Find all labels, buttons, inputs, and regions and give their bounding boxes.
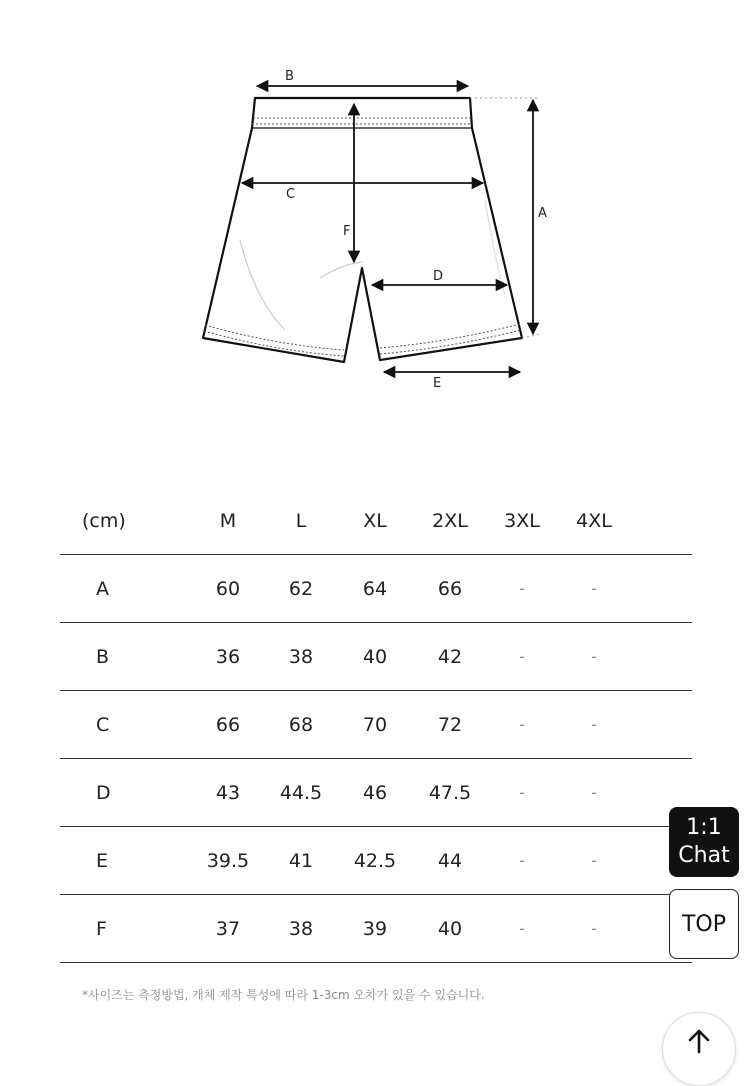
row-label: E (96, 849, 109, 872)
table-row (60, 895, 692, 963)
table-cell: - (519, 919, 525, 938)
row-label: A (96, 577, 109, 600)
table-cell: 37 (215, 917, 241, 940)
table-cell: 66 (215, 713, 241, 736)
scroll-up-button[interactable] (662, 1012, 736, 1086)
arrow-up-icon (685, 1027, 713, 1055)
table-cell: 60 (215, 577, 241, 600)
table-cell: 36 (215, 645, 241, 668)
dimension-label-a: A (538, 206, 547, 221)
row-label: D (96, 781, 111, 804)
table-cell: - (519, 783, 525, 802)
table-cell: 38 (288, 917, 314, 940)
table-cell: - (591, 919, 597, 938)
size-header-2xl: 2XL (432, 510, 468, 532)
table-cell: 40 (437, 917, 463, 940)
shorts-diagram-illustration (0, 0, 750, 420)
table-cell: - (519, 579, 525, 598)
table-cell: - (591, 579, 597, 598)
table-row (60, 555, 692, 623)
size-diagram (0, 0, 750, 420)
scroll-top-button[interactable]: TOP (669, 889, 739, 959)
size-table (60, 488, 692, 963)
row-label: B (96, 645, 110, 668)
one-on-one-chat-button[interactable] (669, 807, 739, 877)
table-cell: 44.5 (279, 781, 323, 804)
dimension-label-c: C (286, 187, 296, 202)
table-cell: 66 (437, 577, 463, 600)
table-cell: 47.5 (428, 781, 472, 804)
table-row (60, 623, 692, 691)
table-cell: 43 (215, 781, 241, 804)
table-cell: 46 (362, 781, 388, 804)
table-cell: - (591, 647, 597, 666)
chat-button-line2: Chat (678, 843, 730, 868)
table-cell: 68 (288, 713, 314, 736)
table-cell: 39.5 (206, 849, 250, 872)
table-row (60, 759, 692, 827)
table-cell: 40 (362, 645, 388, 668)
dimension-label-d: D (433, 269, 444, 284)
row-label: C (96, 713, 110, 736)
table-cell: - (591, 715, 597, 734)
row-label: F (96, 917, 107, 940)
size-disclaimer: *사이즈는 측정방법, 개체 제작 특성에 따라 1-3cm 오차가 있을 수 있습니다. (82, 988, 485, 1002)
size-header-m: M (219, 510, 237, 532)
size-header-4xl: 4XL (576, 510, 612, 532)
table-cell: 41 (288, 849, 314, 872)
table-row (60, 691, 692, 759)
table-cell: 42.5 (353, 849, 397, 872)
table-cell: 38 (288, 645, 314, 668)
dimension-label-f: F (343, 224, 351, 239)
table-row (60, 827, 692, 895)
table-cell: 42 (437, 645, 463, 668)
table-cell: - (519, 647, 525, 666)
table-cell: - (591, 783, 597, 802)
size-header-3xl: 3XL (504, 510, 540, 532)
table-cell: - (519, 851, 525, 870)
table-cell: 72 (437, 713, 463, 736)
size-header-l: L (295, 510, 307, 532)
table-cell: - (591, 851, 597, 870)
table-cell: - (519, 715, 525, 734)
chat-button-line1: 1:1 (686, 815, 722, 840)
table-cell: 44 (437, 849, 463, 872)
table-cell: 62 (288, 577, 314, 600)
unit-label: (cm) (82, 510, 126, 532)
size-header-xl: XL (363, 510, 387, 532)
table-cell: 64 (362, 577, 388, 600)
dimension-label-e: E (433, 376, 442, 391)
table-header-row (60, 488, 692, 555)
dimension-label-b: B (285, 69, 294, 84)
shorts-outline (203, 98, 522, 362)
table-cell: 39 (362, 917, 388, 940)
table-cell: 70 (362, 713, 388, 736)
